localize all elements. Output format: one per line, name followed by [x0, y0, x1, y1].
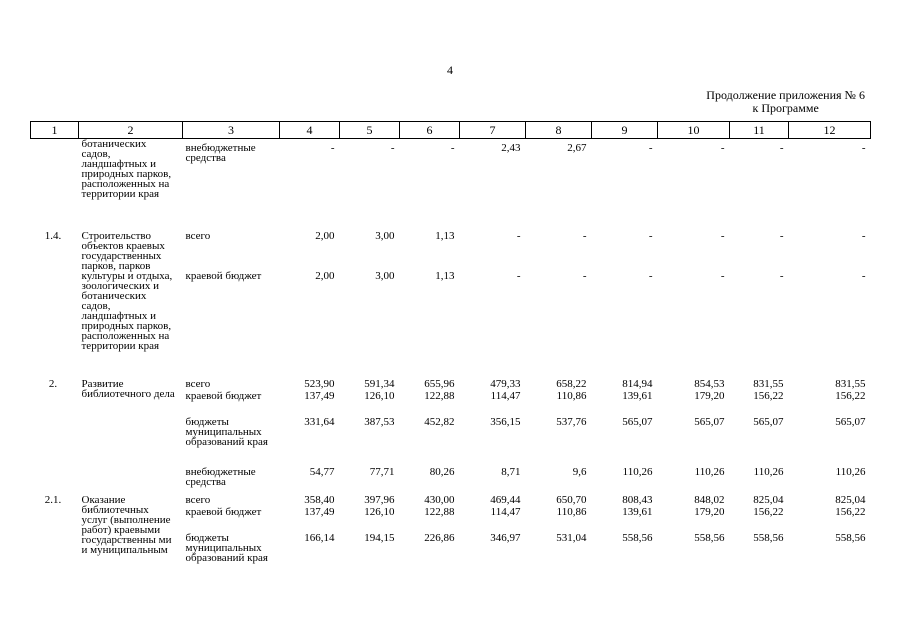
value-cell: 122,88: [424, 390, 455, 402]
value-cell: 77,71: [369, 466, 395, 478]
funding-source: внебюджетные средства: [185, 142, 256, 164]
value-cell: 226,86: [424, 532, 455, 544]
header-row: [31, 122, 871, 139]
value-cell: 479,33: [490, 378, 521, 390]
header-cell: 1: [31, 122, 79, 139]
value-cell: 558,56: [753, 532, 784, 544]
row-name: Оказание библиотечных услуг (выполнение работ) краевыми государственны ми и муниципальным: [81, 494, 172, 556]
value-cell: 2,43: [501, 142, 521, 154]
value-cell: 114,47: [490, 390, 521, 402]
funding-source: бюджеты муниципальных образований края: [185, 416, 268, 448]
appendix-line-1: Продолжение приложения № 6: [706, 88, 865, 102]
value-cell: 110,86: [556, 390, 587, 402]
value-cell: 9,6: [572, 466, 587, 478]
value-cell: 194,15: [364, 532, 395, 544]
value-cell: -: [582, 270, 587, 282]
value-cell: 565,07: [622, 416, 653, 428]
appendix-heading: [706, 89, 865, 115]
value-cell: 558,56: [835, 532, 866, 544]
appendix-line-2: к Программе: [752, 101, 819, 115]
value-cell: -: [720, 230, 725, 242]
value-cell: 156,22: [835, 390, 866, 402]
value-cell: -: [779, 230, 784, 242]
value-cell: 54,77: [309, 466, 335, 478]
value-cell: 1,13: [435, 270, 455, 282]
value-cell: 831,55: [835, 378, 866, 390]
value-cell: 831,55: [753, 378, 784, 390]
value-cell: 358,40: [304, 494, 335, 506]
value-cell: 537,76: [556, 416, 587, 428]
value-cell: 110,26: [622, 466, 653, 478]
value-cell: -: [516, 230, 521, 242]
value-cell: 8,71: [501, 466, 521, 478]
table-row: [31, 491, 871, 505]
row-name: Строительство объектов краевых государственных парков, парков культуры и отдыха, зоологических и ботанических садов, ландшафтных и природных парков, расположенных на территории края: [81, 230, 173, 352]
row-name: ботанических садов, ландшафтных и природных парков, расположенных на территории края: [81, 138, 172, 200]
funding-source: краевой бюджет: [185, 506, 262, 518]
table-row: [31, 375, 871, 389]
value-cell: 179,20: [694, 390, 725, 402]
header-cell: 6: [400, 122, 460, 139]
value-cell: 126,10: [364, 390, 395, 402]
value-cell: -: [779, 142, 784, 154]
value-cell: 346,97: [490, 532, 521, 544]
value-cell: 387,53: [364, 416, 395, 428]
value-cell: 655,96: [424, 378, 455, 390]
value-cell: 658,22: [556, 378, 587, 390]
value-cell: 523,90: [304, 378, 335, 390]
row-index: 1.4.: [44, 230, 62, 242]
program-table: [30, 121, 871, 575]
header-cell: 11: [730, 122, 789, 139]
value-cell: -: [516, 270, 521, 282]
value-cell: 156,22: [753, 390, 784, 402]
value-cell: 139,61: [622, 390, 653, 402]
value-cell: -: [861, 270, 866, 282]
value-cell: 531,04: [556, 532, 587, 544]
header-cell: 9: [592, 122, 658, 139]
value-cell: 331,64: [304, 416, 335, 428]
value-cell: -: [720, 270, 725, 282]
value-cell: -: [330, 142, 335, 154]
value-cell: 848,02: [694, 494, 725, 506]
value-cell: -: [390, 142, 395, 154]
value-cell: 156,22: [835, 506, 866, 518]
value-cell: 110,26: [694, 466, 725, 478]
value-cell: 137,49: [304, 390, 335, 402]
value-cell: 591,34: [364, 378, 395, 390]
value-cell: 122,88: [424, 506, 455, 518]
value-cell: 3,00: [375, 230, 395, 242]
row-index: 2.: [48, 378, 58, 390]
funding-source: краевой бюджет: [185, 390, 262, 402]
value-cell: 854,53: [694, 378, 725, 390]
value-cell: -: [861, 230, 866, 242]
funding-source: всего: [185, 494, 211, 506]
value-cell: -: [450, 142, 455, 154]
value-cell: -: [648, 270, 653, 282]
header-cell: 5: [340, 122, 400, 139]
value-cell: 650,70: [556, 494, 587, 506]
value-cell: 3,00: [375, 270, 395, 282]
funding-source: краевой бюджет: [185, 270, 262, 282]
value-cell: 558,56: [694, 532, 725, 544]
value-cell: 565,07: [694, 416, 725, 428]
value-cell: 2,67: [567, 142, 587, 154]
value-cell: 156,22: [753, 506, 784, 518]
funding-source: внебюджетные средства: [185, 466, 256, 488]
funding-source: бюджеты муниципальных образований края: [185, 532, 268, 564]
value-cell: 808,43: [622, 494, 653, 506]
value-cell: 2,00: [315, 270, 335, 282]
value-cell: -: [648, 142, 653, 154]
value-cell: -: [720, 142, 725, 154]
value-cell: 565,07: [835, 416, 866, 428]
value-cell: 126,10: [364, 506, 395, 518]
value-cell: 2,00: [315, 230, 335, 242]
value-cell: 452,82: [424, 416, 455, 428]
value-cell: 137,49: [304, 506, 335, 518]
row-name: Развитие библиотечного дела: [81, 378, 175, 400]
value-cell: 397,96: [364, 494, 395, 506]
value-cell: 565,07: [753, 416, 784, 428]
value-cell: 430,00: [424, 494, 455, 506]
value-cell: 1,13: [435, 230, 455, 242]
funding-source: всего: [185, 230, 211, 242]
value-cell: 110,26: [753, 466, 784, 478]
value-cell: 814,94: [622, 378, 653, 390]
value-cell: -: [648, 230, 653, 242]
row-index: [31, 139, 79, 226]
header-cell: 12: [789, 122, 871, 139]
page-number: 4: [447, 63, 453, 77]
value-cell: 356,15: [490, 416, 521, 428]
funding-source: всего: [185, 378, 211, 390]
value-cell: 166,14: [304, 532, 335, 544]
value-cell: 110,86: [556, 506, 587, 518]
value-cell: 558,56: [622, 532, 653, 544]
value-cell: 114,47: [490, 506, 521, 518]
value-cell: 469,44: [490, 494, 521, 506]
header-cell: 7: [460, 122, 526, 139]
value-cell: 825,04: [753, 494, 784, 506]
value-cell: -: [582, 230, 587, 242]
table-row: [31, 225, 871, 271]
value-cell: -: [861, 142, 866, 154]
header-cell: 8: [526, 122, 592, 139]
table-row: [31, 139, 871, 226]
header-cell: 4: [280, 122, 340, 139]
value-cell: 825,04: [835, 494, 866, 506]
value-cell: 179,20: [694, 506, 725, 518]
value-cell: 139,61: [622, 506, 653, 518]
value-cell: 110,26: [835, 466, 866, 478]
header-cell: 2: [79, 122, 183, 139]
header-cell: 10: [658, 122, 730, 139]
value-cell: -: [779, 270, 784, 282]
header-cell: 3: [183, 122, 280, 139]
value-cell: 80,26: [429, 466, 455, 478]
row-index: 2.1.: [44, 494, 62, 506]
